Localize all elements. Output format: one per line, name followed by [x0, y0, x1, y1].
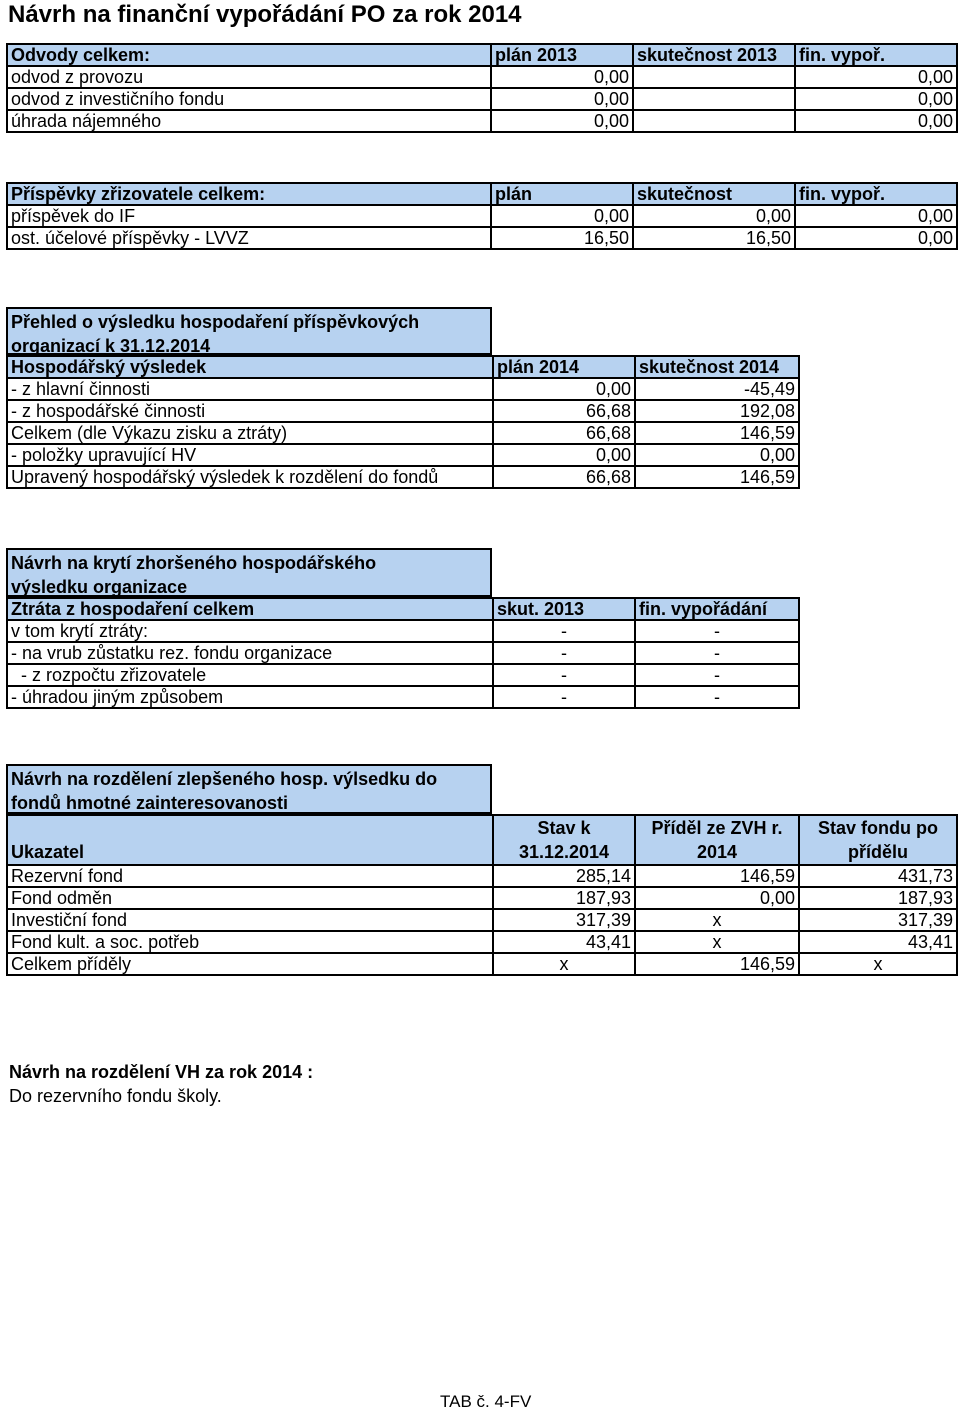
odvody-header-label: Odvody celkem:	[7, 44, 491, 66]
row-value: 0,00	[491, 88, 633, 110]
navrh-title: Návrh na rozdělení VH za rok 2014 :	[9, 1062, 314, 1082]
kryti-title-line2: výsledku organizace	[11, 577, 188, 597]
row-label: - úhradou jiným způsobem	[7, 686, 493, 708]
page-title: Návrh na finanční vypořádání PO za rok 2014	[8, 1, 522, 28]
row-value: 0,00	[491, 66, 633, 88]
footer-label: TAB č. 4-FV	[440, 1392, 532, 1411]
row-value: 317,39	[799, 909, 957, 931]
prehled-table	[6, 355, 800, 489]
row-value	[633, 88, 795, 110]
table-row	[7, 422, 799, 444]
table-row	[7, 642, 799, 664]
table-row	[7, 444, 799, 466]
prispevky-header-plan: plán	[491, 183, 633, 205]
rozdeleni-table	[6, 814, 958, 976]
row-value: 0,00	[795, 227, 957, 249]
row-label: Fond kult. a soc. potřeb	[7, 931, 493, 953]
row-value: 43,41	[799, 931, 957, 953]
rozdeleni-header-ukazatel: Ukazatel	[7, 815, 493, 865]
row-value: -	[493, 686, 635, 708]
row-label: Fond odměn	[7, 887, 493, 909]
row-label: - z hlavní činnosti	[7, 378, 493, 400]
header-line: přídělu	[847, 842, 908, 862]
table-row	[7, 865, 957, 887]
header-line: 2014	[696, 842, 738, 862]
prehled-title	[6, 307, 492, 355]
rozdeleni-title	[6, 764, 492, 814]
row-value: 66,68	[493, 466, 635, 488]
table-row	[7, 205, 957, 227]
row-value: 317,39	[493, 909, 635, 931]
rozdeleni-header-pridel	[635, 815, 799, 865]
row-value: 0,00	[635, 887, 799, 909]
row-value: 146,59	[635, 466, 799, 488]
row-value: 187,93	[799, 887, 957, 909]
row-value: 0,00	[491, 205, 633, 227]
table-row	[7, 400, 799, 422]
row-label: - na vrub zůstatku rez. fondu organizace	[7, 642, 493, 664]
table-row	[7, 931, 957, 953]
row-value: 285,14	[493, 865, 635, 887]
rozdeleni-header-stav-po	[799, 815, 957, 865]
table-row	[7, 887, 957, 909]
odvody-header-skutecnost: skutečnost 2013	[633, 44, 795, 66]
row-value: 0,00	[491, 110, 633, 132]
kryti-table	[6, 597, 800, 709]
prehled-header-row	[7, 356, 799, 378]
row-value: 16,50	[633, 227, 795, 249]
row-label: odvod z provozu	[7, 66, 491, 88]
row-value: -	[635, 642, 799, 664]
kryti-title-line1: Návrh na krytí zhoršeného hospodářského	[11, 553, 377, 573]
row-value: 187,93	[493, 887, 635, 909]
prehled-header-plan: plán 2014	[493, 356, 635, 378]
row-value: -	[635, 620, 799, 642]
row-value: x	[635, 931, 799, 953]
prehled-title-line1: Přehled o výsledku hospodaření příspěvkových	[11, 312, 420, 332]
row-value: 43,41	[493, 931, 635, 953]
row-value: -45,49	[635, 378, 799, 400]
row-label: v tom krytí ztráty:	[7, 620, 493, 642]
prehled-title-line2: organizací k 31.12.2014	[11, 336, 211, 356]
row-value: 66,68	[493, 422, 635, 444]
row-value: 0,00	[795, 66, 957, 88]
row-label: - z rozpočtu zřizovatele	[7, 664, 493, 686]
row-label: úhrada nájemného	[7, 110, 491, 132]
table-row	[7, 66, 957, 88]
row-value	[633, 110, 795, 132]
prehled-header-label: Hospodářský výsledek	[7, 356, 493, 378]
table-row	[7, 953, 957, 975]
odvody-header-row	[7, 44, 957, 66]
table-row	[7, 227, 957, 249]
row-value: 146,59	[635, 422, 799, 444]
row-label: Upravený hospodářský výsledek k rozdělení do fondů	[7, 466, 493, 488]
odvody-header-plan: plán 2013	[491, 44, 633, 66]
row-value: 146,59	[635, 865, 799, 887]
table-row	[7, 88, 957, 110]
row-label: Celkem příděly	[7, 953, 493, 975]
row-label: - položky upravující HV	[7, 444, 493, 466]
prispevky-header-skutecnost: skutečnost	[633, 183, 795, 205]
row-value: x	[493, 953, 635, 975]
row-value	[633, 66, 795, 88]
row-label: - z hospodářské činnosti	[7, 400, 493, 422]
odvody-table	[6, 43, 958, 133]
navrh-text: Do rezervního fondu školy.	[9, 1086, 222, 1106]
table-row	[7, 620, 799, 642]
row-value: -	[635, 686, 799, 708]
header-line: Stav fondu po	[818, 818, 938, 838]
table-row	[7, 909, 957, 931]
row-label: ost. účelové příspěvky - LVVZ	[7, 227, 491, 249]
row-value: x	[635, 909, 799, 931]
row-label: Rezervní fond	[7, 865, 493, 887]
row-value: 0,00	[633, 205, 795, 227]
kryti-header-row	[7, 598, 799, 620]
row-value: 16,50	[491, 227, 633, 249]
prispevky-header-label: Příspěvky zřizovatele celkem:	[7, 183, 491, 205]
row-value: 0,00	[795, 205, 957, 227]
header-line: Stav k	[537, 818, 591, 838]
row-label: příspěvek do IF	[7, 205, 491, 227]
row-value: 0,00	[795, 110, 957, 132]
row-value: x	[799, 953, 957, 975]
kryti-header-label: Ztráta z hospodaření celkem	[7, 598, 493, 620]
prehled-header-skutecnost: skutečnost 2014	[635, 356, 799, 378]
rozdeleni-header-row	[7, 815, 957, 865]
rozdeleni-title-line1: Návrh na rozdělení zlepšeného hosp. výlsedku do	[11, 769, 438, 789]
header-line: 31.12.2014	[518, 842, 610, 862]
row-value: 431,73	[799, 865, 957, 887]
row-value: 66,68	[493, 400, 635, 422]
row-value: 192,08	[635, 400, 799, 422]
table-row	[7, 466, 799, 488]
table-row	[7, 110, 957, 132]
row-label: odvod z investičního fondu	[7, 88, 491, 110]
table-row	[7, 378, 799, 400]
row-value: -	[493, 642, 635, 664]
row-value: -	[635, 664, 799, 686]
odvody-header-fin: fin. vypoř.	[795, 44, 957, 66]
prispevky-header-fin: fin. vypoř.	[795, 183, 957, 205]
row-value: 146,59	[635, 953, 799, 975]
kryti-title	[6, 548, 492, 597]
row-label: Investiční fond	[7, 909, 493, 931]
prispevky-table	[6, 182, 958, 250]
table-row	[7, 664, 799, 686]
rozdeleni-title-line2: fondů hmotné zainteresovanosti	[11, 793, 289, 813]
prispevky-header-row	[7, 183, 957, 205]
kryti-header-skut: skut. 2013	[493, 598, 635, 620]
row-value: 0,00	[795, 88, 957, 110]
header-line: Příděl ze ZVH r.	[651, 818, 783, 838]
row-label: Celkem (dle Výkazu zisku a ztráty)	[7, 422, 493, 444]
row-value: 0,00	[493, 378, 635, 400]
kryti-header-fin: fin. vypořádání	[635, 598, 799, 620]
table-row	[7, 686, 799, 708]
row-value: 0,00	[635, 444, 799, 466]
row-value: 0,00	[493, 444, 635, 466]
row-value: -	[493, 620, 635, 642]
rozdeleni-header-stav	[493, 815, 635, 865]
row-value: -	[493, 664, 635, 686]
